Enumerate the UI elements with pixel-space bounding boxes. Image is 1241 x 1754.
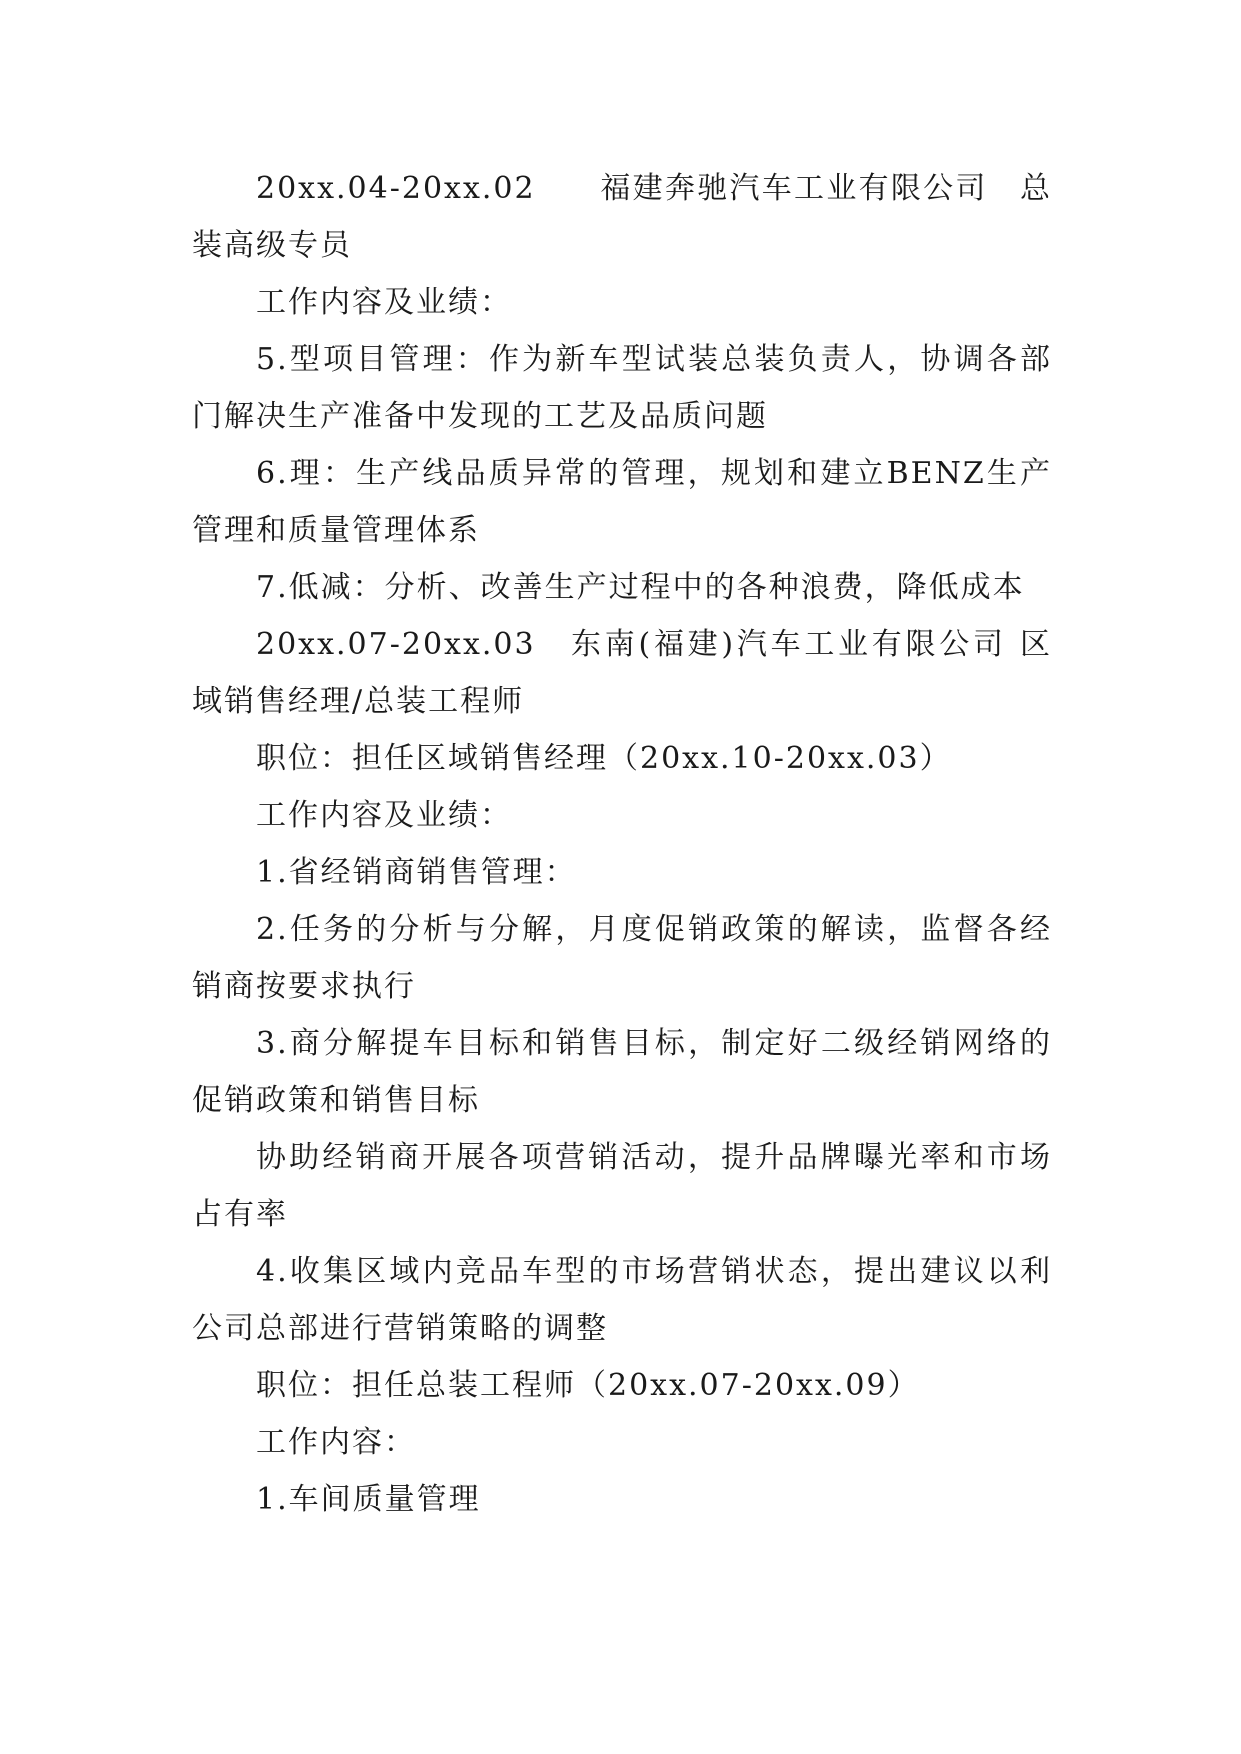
paragraph-work-content-heading-3: 工作内容： [256, 1425, 416, 1460]
paragraph-sales-item-4: 4.收集区域内竞品车型的市场营销状态，提出建议以利公司总部进行营销策略的调整 [192, 1254, 1052, 1346]
document-page [192, 160, 1052, 1528]
paragraph-sales-item-1: 1.省经销商销售管理： [256, 855, 577, 890]
paragraph-item-7: 7.低减：分析、改善生产过程中的各种浪费，降低成本 [256, 570, 1025, 605]
paragraph-item-5: 5.型项目管理：作为新车型试装总装负责人，协调各部门解决生产准备中发现的工艺及品质问题 [192, 342, 1052, 434]
paragraph-work-content-heading: 工作内容及业绩： [256, 285, 512, 320]
paragraph-sales-item-3: 3.商分解提车目标和销售目标，制定好二级经销网络的促销政策和销售目标 [192, 1026, 1052, 1118]
paragraph-item-6: 6.理：生产线品质异常的管理，规划和建立BENZ生产管理和质量管理体系 [192, 456, 1052, 548]
paragraph-job-2-header: 20xx.07-20xx.03 东南(福建)汽车工业有限公司 区域销售经理/总装工程师 [192, 627, 1052, 719]
paragraph-job-1-header: 20xx.04-20xx.02 福建奔驰汽车工业有限公司 总装高级专员 [192, 171, 1052, 263]
paragraph-engineer-item-1: 1.车间质量管理 [256, 1482, 481, 1517]
paragraph-position-sales-manager: 职位：担任区域销售经理（20xx.10-20xx.03） [256, 741, 952, 776]
paragraph-position-engineer: 职位：担任总装工程师（20xx.07-20xx.09） [256, 1368, 920, 1403]
paragraph-sales-item-2: 2.任务的分析与分解，月度促销政策的解读，监督各经销商按要求执行 [192, 912, 1052, 1004]
paragraph-sales-item-3-cont: 协助经销商开展各项营销活动，提升品牌曝光率和市场占有率 [192, 1140, 1052, 1232]
paragraph-work-content-heading-2: 工作内容及业绩： [256, 798, 512, 833]
